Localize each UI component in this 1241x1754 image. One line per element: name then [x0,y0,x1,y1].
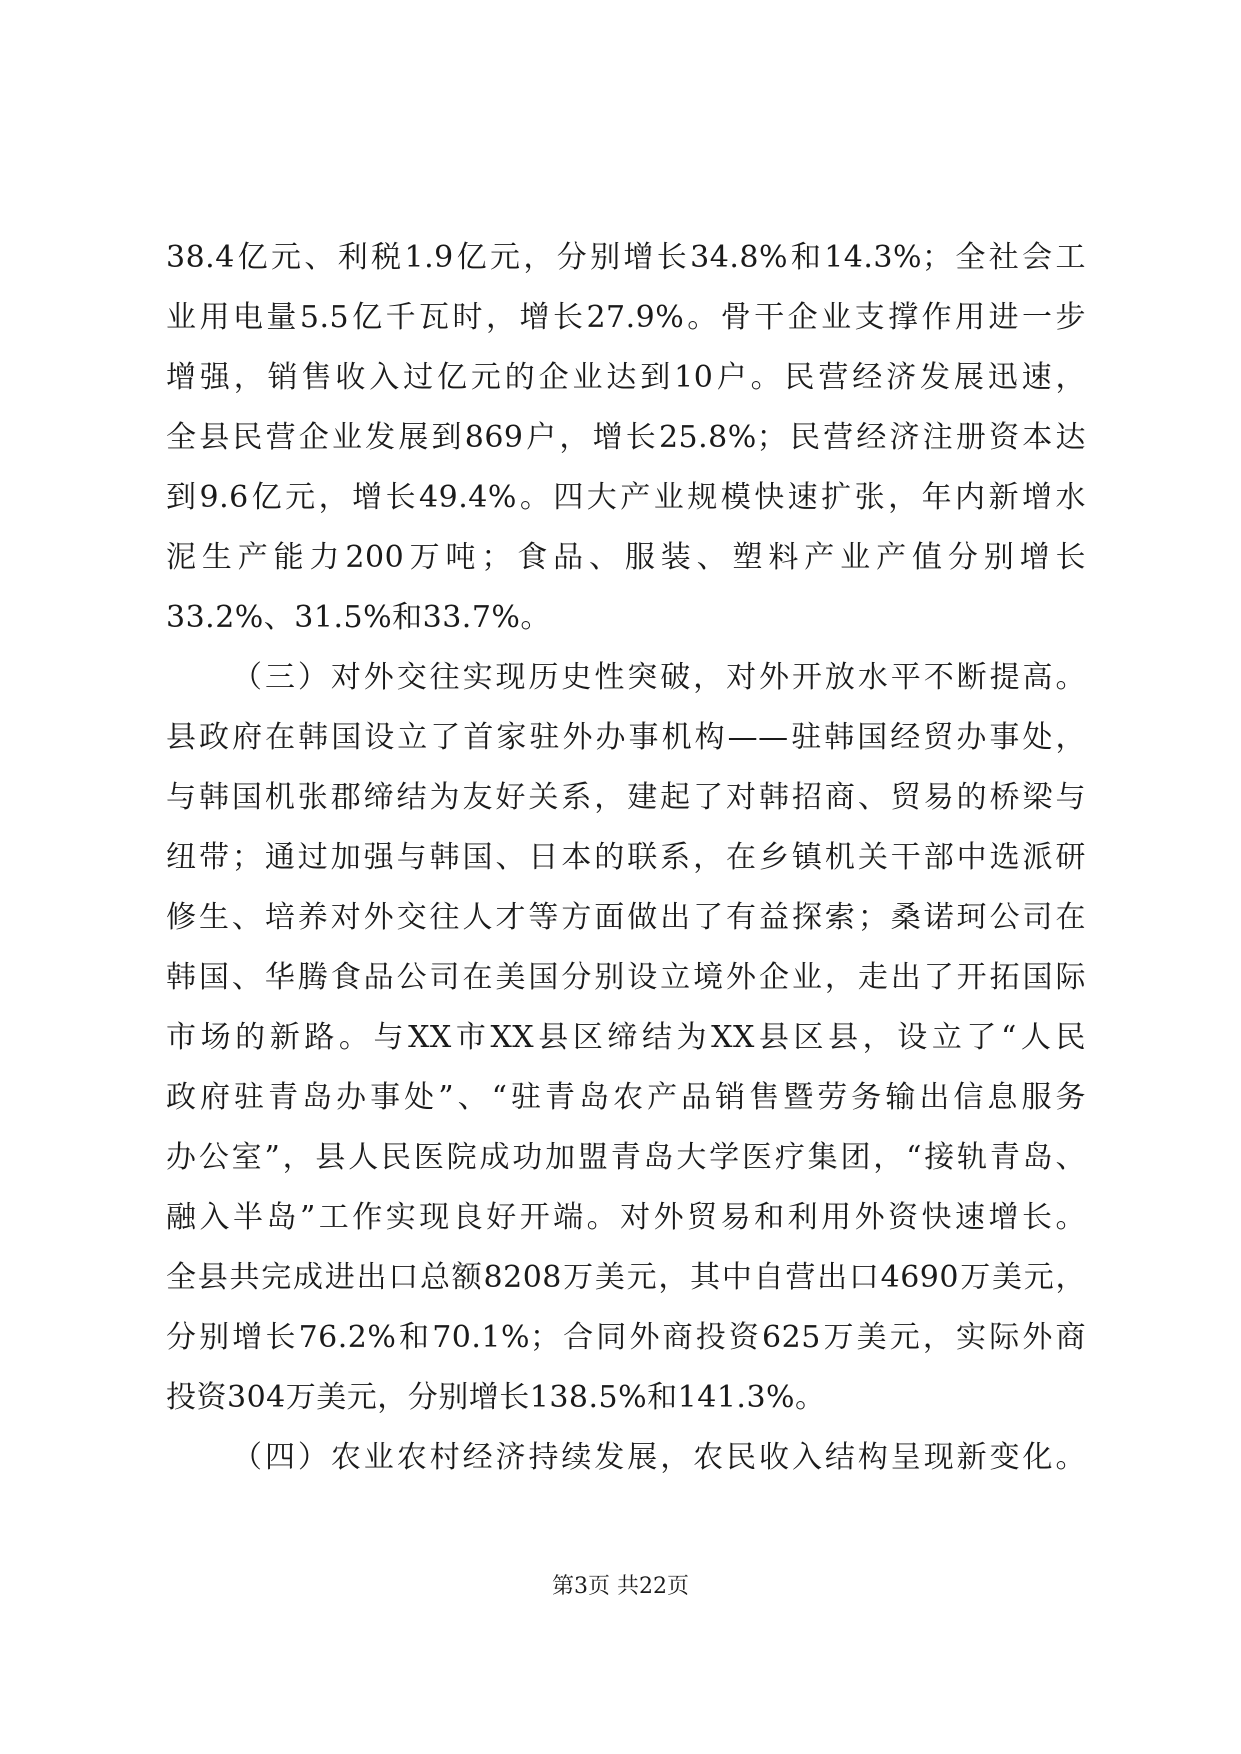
text-line: 办公室”，县人民医院成功加盟青岛大学医疗集团，“接轨青岛、 [166,1140,1086,1175]
text-line: 投资304万美元，分别增长138.5%和141.3%。 [166,1380,826,1415]
text-line: 业用电量5.5亿千瓦时，增长27.9%。骨干企业支撑作用进一步 [166,300,1086,335]
text-line: 38.4亿元、利税1.9亿元，分别增长34.8%和14.3%；全社会工 [166,240,1086,275]
text-line: 增强，销售收入过亿元的企业达到10户。民营经济发展迅速， [166,360,1086,395]
text-line: 县政府在韩国设立了首家驻外办事机构——驻韩国经贸办事处， [166,720,1086,755]
text-line: 韩国、华腾食品公司在美国分别设立境外企业，走出了开拓国际 [166,960,1086,995]
text-line: 33.2%、31.5%和33.7%。 [166,600,551,635]
text-line: 分别增长76.2%和70.1%；合同外商投资625万美元，实际外商 [166,1320,1086,1355]
text-line: 融入半岛”工作实现良好开端。对外贸易和利用外资快速增长。 [166,1200,1086,1235]
section-heading-3: （三）对外交往实现历史性突破，对外开放水平不断提高。 [232,660,1086,695]
section-heading-4: （四）农业农村经济持续发展，农民收入结构呈现新变化。 [232,1440,1086,1475]
text-line: 全县民营企业发展到869户，增长25.8%；民营经济注册资本达 [166,420,1086,455]
body-text [166,228,1086,1488]
text-line: 与韩国机张郡缔结为友好关系，建起了对韩招商、贸易的桥梁与 [166,780,1086,815]
text-line: 泥生产能力200万吨；食品、服装、塑料产业产值分别增长 [166,540,1086,575]
text-line: 到9.6亿元，增长49.4%。四大产业规模快速扩张，年内新增水 [166,480,1086,515]
text-line: 纽带；通过加强与韩国、日本的联系，在乡镇机关干部中选派研 [166,840,1086,875]
text-line: 市场的新路。与XX市XX县区缔结为XX县区县，设立了“人民 [166,1020,1086,1055]
text-line: 政府驻青岛办事处”、“驻青岛农产品销售暨劳务输出信息服务 [166,1080,1086,1115]
text-line: 全县共完成进出口总额8208万美元，其中自营出口4690万美元， [166,1260,1086,1295]
text-line: 修生、培养对外交往人才等方面做出了有益探索；桑诺珂公司在 [166,900,1086,935]
page-number-footer: 第3页 共22页 [552,1574,689,1599]
